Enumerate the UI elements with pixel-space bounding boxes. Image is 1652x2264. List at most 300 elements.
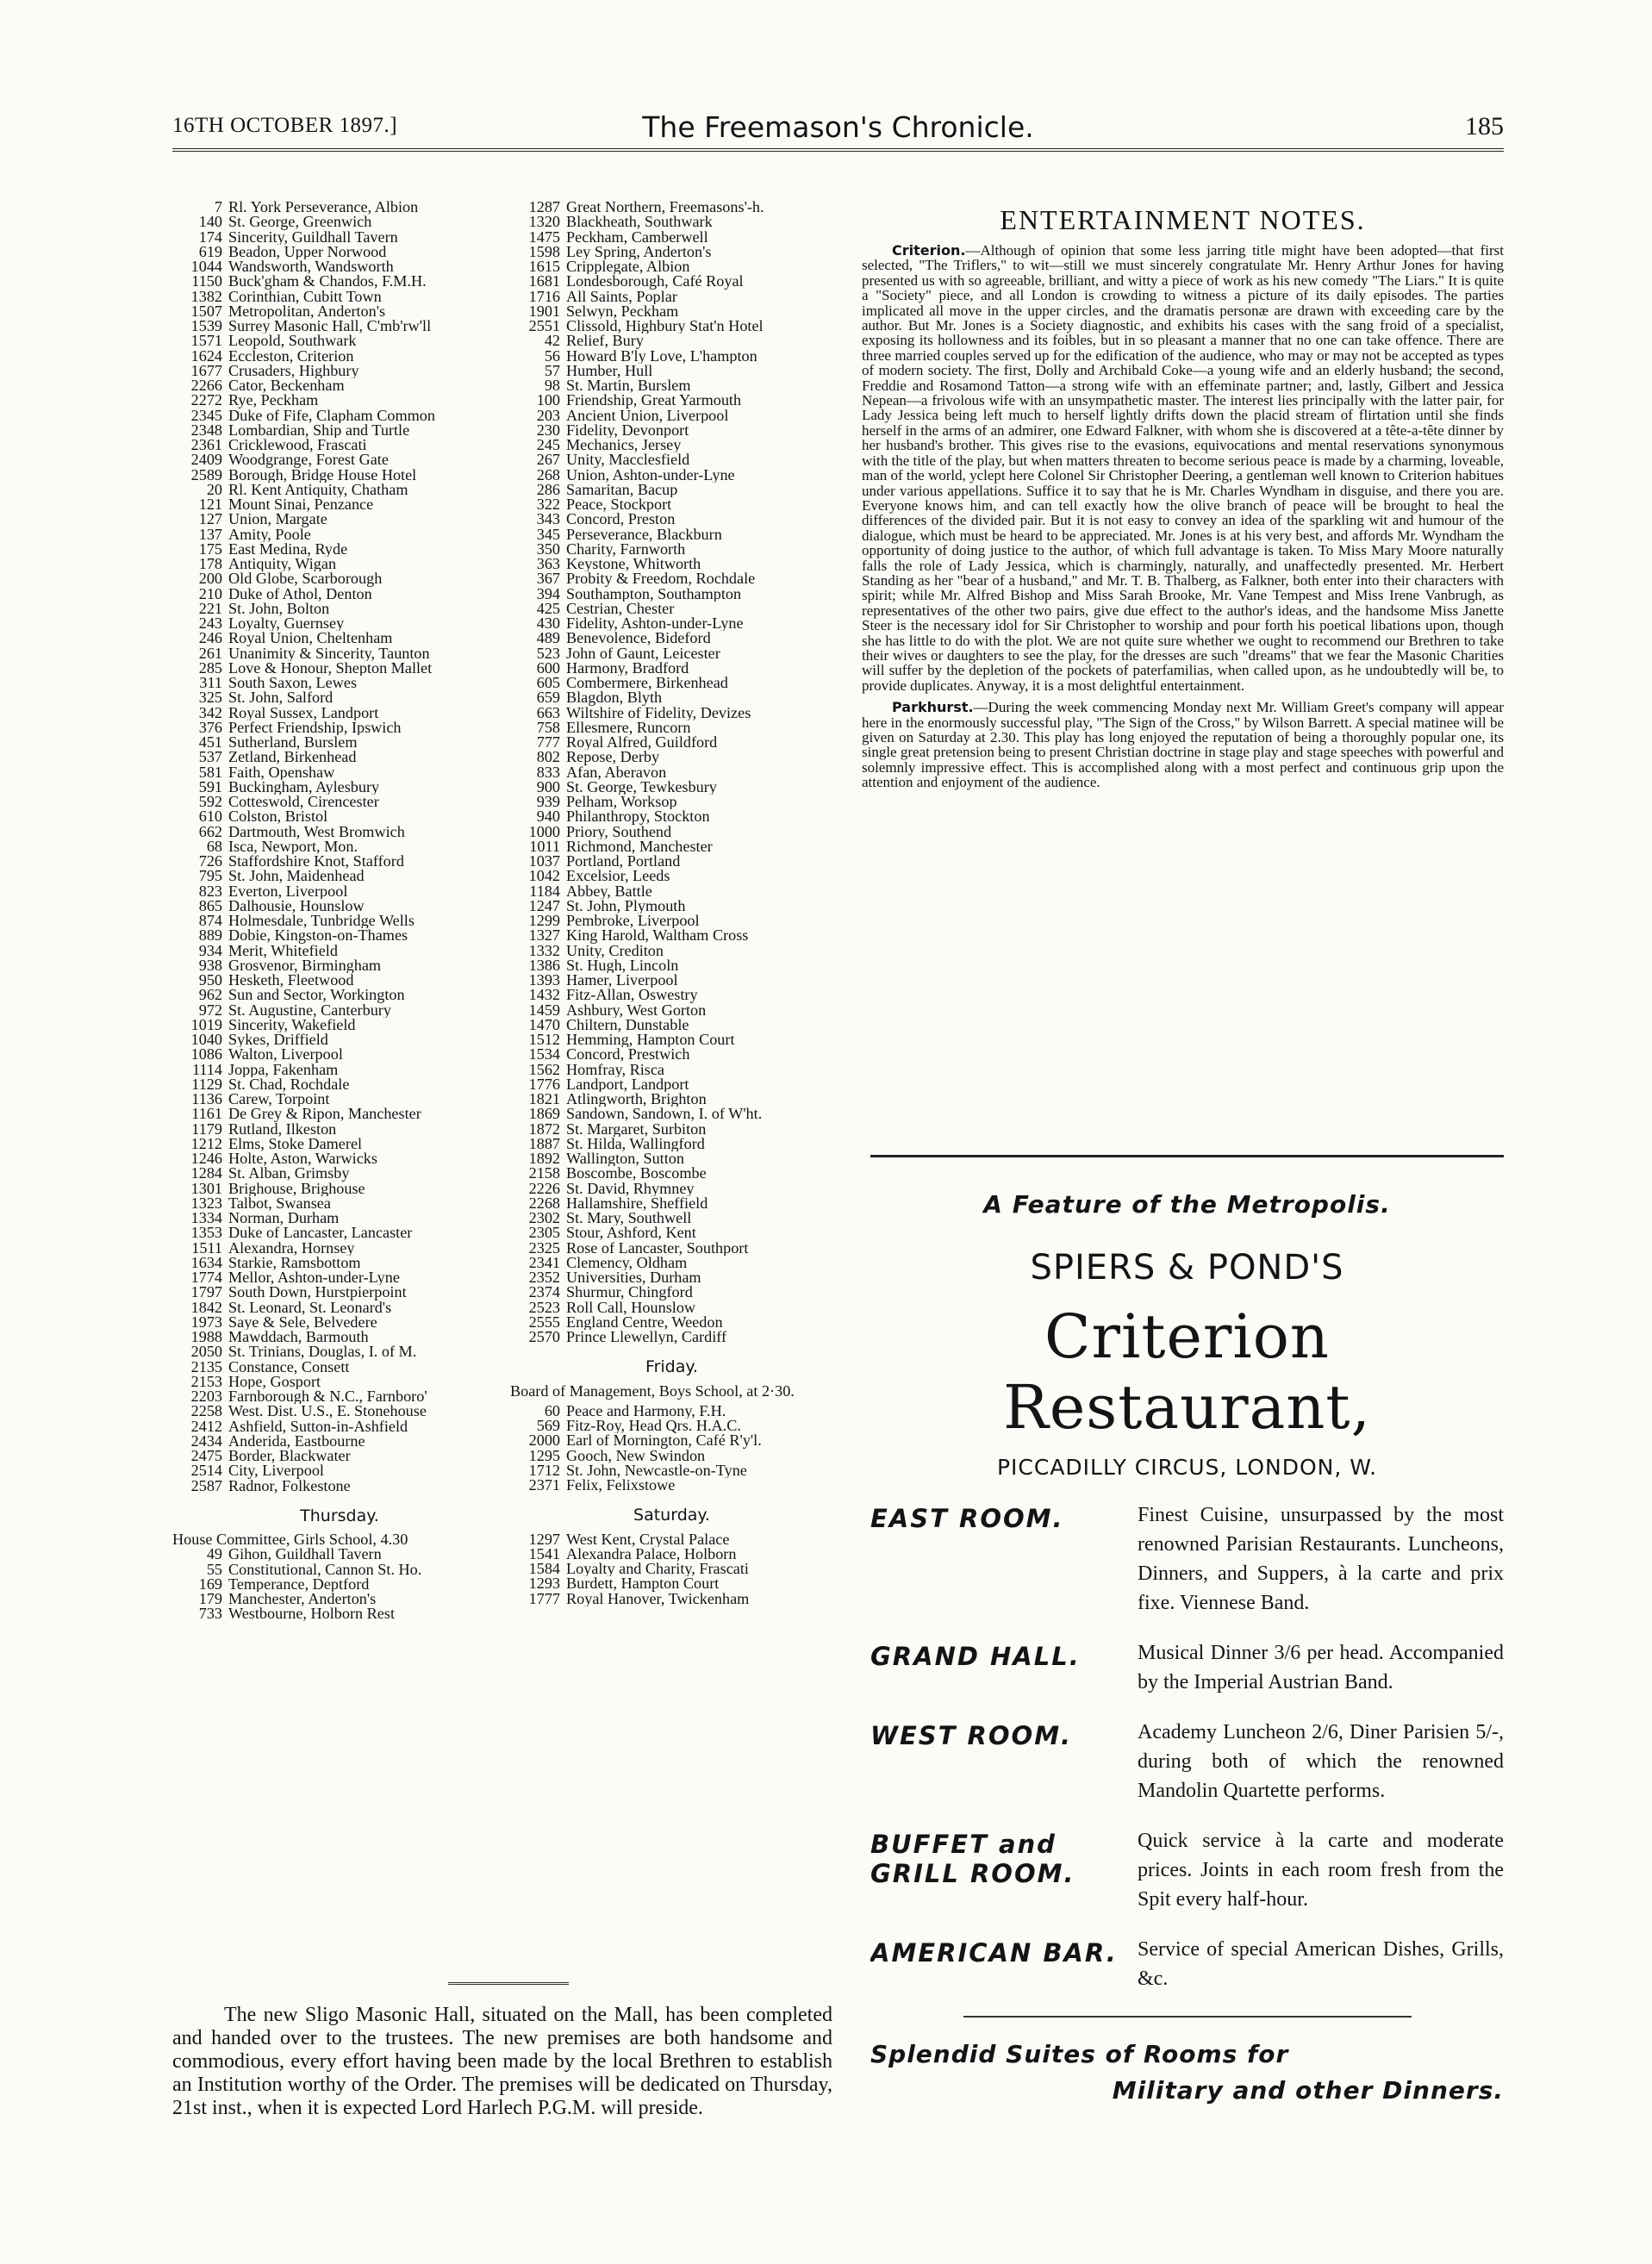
lodge-number: 2325	[528, 1240, 560, 1256]
lodge-name: St. Augustine, Canterbury	[228, 1002, 391, 1018]
lodge-name: Probity & Freedom, Rochdale	[566, 571, 756, 587]
lodge-entry	[510, 1433, 833, 1448]
advert-feature-line: A Feature of the Metropolis.	[983, 1190, 1391, 1219]
lodge-name: St. Hilda, Wallingford	[566, 1136, 705, 1151]
lodge-number: 874	[198, 914, 222, 929]
lodge-entry	[510, 1330, 833, 1344]
lodge-name: Dartmouth, West Bromwich	[228, 824, 405, 839]
lodge-number: 1821	[528, 1092, 560, 1107]
lodge-number: 2523	[528, 1300, 560, 1315]
lodge-entry	[510, 587, 833, 602]
lodge-entry	[510, 1300, 833, 1315]
lodge-name: Rye, Peckham	[228, 393, 319, 409]
lodge-number: 2412	[190, 1419, 222, 1434]
lodge-number: 1797	[190, 1285, 222, 1300]
lodge-name: Ashfield, Sutton-in-Ashfield	[228, 1419, 408, 1434]
lodge-name: Crusaders, Highbury	[228, 363, 359, 378]
lodge-number: 962	[198, 988, 222, 1003]
lodge-entry	[172, 274, 507, 289]
lodge-number: 285	[198, 660, 222, 676]
lodge-name: Mechanics, Jersey	[566, 438, 682, 453]
advert-room-name: WEST ROOM.	[870, 1721, 1073, 1750]
lodge-entry	[172, 1449, 507, 1463]
lodge-name: City, Liverpool	[228, 1463, 324, 1479]
lodge-number: 2361	[190, 438, 222, 453]
lodge-name: Constance, Consett	[228, 1359, 350, 1375]
lodge-number: 342	[198, 705, 222, 720]
lodge-entry	[172, 1479, 507, 1494]
lodge-number: 121	[198, 497, 222, 513]
lodge-number: 2226	[528, 1181, 560, 1196]
lodge-entry	[510, 1576, 833, 1591]
lodge-number: 2158	[528, 1166, 560, 1182]
lodge-entry	[172, 795, 507, 809]
lodge-entry	[510, 602, 833, 616]
lodge-entry	[172, 1285, 507, 1300]
lodge-name: Wiltshire of Fidelity, Devizes	[566, 705, 751, 720]
lodge-name: Zetland, Birkenhead	[228, 750, 357, 765]
lodge-number: 203	[536, 408, 560, 423]
lodge-name: St. Chad, Rochdale	[228, 1076, 350, 1092]
lodge-entry	[172, 230, 507, 245]
lodge-entry	[172, 1404, 507, 1419]
lodge-name: Alexandra, Hornsey	[228, 1240, 355, 1256]
lodge-entry	[510, 438, 833, 452]
lodge-name: St. Alban, Grimsby	[228, 1166, 350, 1182]
lodge-number: 1019	[190, 1017, 222, 1032]
lodge-entry	[172, 319, 507, 334]
lodge-entry	[510, 452, 833, 467]
lodge-name: Royal Hanover, Twickenham	[566, 1591, 750, 1606]
lodge-name: Royal Alfred, Guildford	[566, 735, 718, 751]
lodge-entry	[510, 304, 833, 319]
lodge-entry	[510, 616, 833, 631]
advert-room	[870, 1638, 1504, 1697]
lodge-number: 1037	[528, 854, 560, 870]
lodge-number: 795	[198, 869, 222, 884]
lodge-number: 2551	[528, 319, 560, 334]
lodge-entry	[172, 304, 507, 319]
lodge-number: 178	[198, 557, 222, 572]
lodge-name: Ellesmere, Runcorn	[566, 720, 691, 735]
lodge-entry	[510, 973, 833, 988]
lodge-entry	[510, 750, 833, 764]
lodge-entry	[510, 854, 833, 869]
lodge-number: 1892	[528, 1151, 560, 1167]
lodge-entry	[172, 914, 507, 928]
lodge-number: 581	[198, 764, 222, 780]
lodge-name: Great Northern, Freemasons'-h.	[566, 200, 764, 215]
lodge-entry	[510, 676, 833, 690]
lodge-entry	[510, 780, 833, 795]
criterion-text: —Although of opinion that some less jarring title might have been adopted—that first selected, "The Triflers," to wit—still we must sincerely congratulate Mr. Henry Arthur Jones for having presented us with so agreeable, brilliant, and witty a piece of work as his new comedy "The Liars." It is quite a "Society" piece, and all London is crowding to witness a picture of its daily episodes. The parties implicated all move in the upper circles, and the dramatis personæ are drawn with exceeding care by the author. But Mr. Jones is a Society diagnostic, and exhibits his cases with the sang froid of a specialist, exposing its hollowness and its foibles, but in so pleasant a manner that no one can take offence. There are three married couples served up for the edification of the audience, who may or may not be accepted as types of modern society. The first, Dolly and Archibald Coke—a young wife and an elderly husband; the second, Freddie and Rosamond Tatton—a strong wife with an effeminate partner; and, lastly, Gilbert and Jessica Nepean—a frivolous wife with an unsympathetic master. The interest lies principally with the latter pair, for Lady Jessica being left much to herself lightly drifts down the placid stream of flirtation until she finds herself in the arms of an admirer, one Edward Falkner, with whom she is discovered at a tête-a-tête dinner by her husband's brother. This gives rise to the evasions, equivocations and mental reservations synonymous with the title of the play, but when matters threaten to become serious peace is made by a charming, loveable, man of the world, yclept here Colonel Sir Christopher Deering, a gentleman well known to Criterion habitues under various appellations. Suffice it to say that he is Mr. Charles Wyndham in disguise, and there you are. Everyone knows him, and can tell exactly how the olive branch of peace will be brought to heal the differences of the divided pair. But it is not easy to convey an idea of the sparkling wit and humour of the dialogue, which must be heard to be appreciated. Mr. Jones is at his very best, and affords Mr. Wyndham the opportunity of doing justice to the author, of which full advantage is taken. To Miss Mary Moore naturally falls the role of Lady Jessica, which is charmingly, naturally, and unaffectedly presented. Mr. Herbert Standing as her "bear of a husband," and Mr. T. B. Thalberg, as Falkner, both enter into their characters with spirit; while Mr. Alfred Bishop and Miss Sarah Brooke, Mr. Vane Tempest and Miss Irene Vanbrugh, as representatives of the other two pairs, give due effect to the author's ideas, and the handsome Miss Janette Steer is the necessary idol for Sir Christopher to worship and pour forth his poetical libations upon, though she has little to do with the plot. We are not quite sure whether we ought to recommend our Brethren to take their wives or daughters to see the play, for the dresses are such "dreams" that we fear the Masonic Charities will suffer by the depletion of the pockets of paterfamilias, when called upon, as he undoubtedly will be, to provide duplicates. Anyway, it is a most delightful entertainment.	[862, 242, 1504, 694]
lodge-name: Manchester, Anderton's	[228, 1592, 377, 1607]
lodge-number: 1534	[528, 1047, 560, 1063]
lodge-number: 950	[198, 973, 222, 989]
lodge-name: Hesketh, Fleetwood	[228, 973, 354, 989]
lodge-entry	[510, 958, 833, 973]
advert-room-name: AMERICAN BAR.	[870, 1938, 1118, 1968]
lodge-name: Concord, Preston	[566, 512, 676, 527]
lodge-number: 230	[536, 422, 560, 438]
lodge-name: Stour, Ashford, Kent	[566, 1226, 696, 1241]
page-header	[172, 110, 1504, 145]
lodge-number: 1712	[528, 1463, 560, 1478]
lodge-number: 7	[214, 200, 222, 215]
lodge-entry	[510, 1592, 833, 1606]
lodge-name: Holte, Aston, Warwicks	[228, 1151, 377, 1167]
lodge-entry	[172, 661, 507, 676]
lodge-entry	[510, 1463, 833, 1478]
lodge-name: Antiquity, Wigan	[228, 557, 337, 572]
lodge-number: 140	[198, 215, 222, 230]
lodge-entry	[510, 497, 833, 512]
lodge-number: 619	[198, 244, 222, 259]
advert-suites-line2: Military and other Dinners.	[1112, 2076, 1504, 2105]
column-divider-rule	[448, 1982, 569, 1985]
lodge-entry	[172, 1577, 507, 1592]
lodge-entry	[172, 750, 507, 764]
lodge-entry	[510, 1122, 833, 1137]
lodge-number: 1842	[190, 1300, 222, 1315]
lodge-name: Unity, Crediton	[566, 943, 664, 958]
lodge-number: 221	[198, 601, 222, 616]
lodge-entry	[510, 1063, 833, 1077]
advert-room-name: BUFFET and GRILL ROOM.	[870, 1830, 1075, 1888]
lodge-number: 659	[536, 690, 560, 706]
lodge-entry	[172, 602, 507, 616]
lodge-name: Anderida, Eastbourne	[228, 1433, 365, 1449]
lodge-number: 49	[206, 1547, 222, 1562]
lodge-number: 2345	[190, 408, 222, 423]
lodge-entry	[172, 1547, 507, 1562]
lodge-name: Perseverance, Blackburn	[566, 527, 722, 542]
lodge-entry	[510, 1562, 833, 1576]
lodge-name: Fitz-Allan, Oswestry	[566, 988, 698, 1003]
lodge-entry	[172, 423, 507, 438]
lodge-number: 972	[198, 1002, 222, 1018]
lodge-entry	[172, 1063, 507, 1077]
lodge-name: Southampton, Southampton	[566, 586, 742, 602]
lodge-entry	[510, 1478, 833, 1493]
lodge-number: 425	[536, 601, 560, 616]
lodge-name: Everton, Liverpool	[228, 883, 348, 899]
lodge-number: 1334	[190, 1211, 222, 1226]
lodge-entry	[510, 1196, 833, 1211]
lodge-entry	[172, 452, 507, 467]
lodge-entry	[172, 1241, 507, 1256]
advert-room	[870, 1500, 1504, 1618]
lodge-number: 1295	[528, 1448, 560, 1463]
lodge-number: 1681	[528, 274, 560, 290]
lodge-name: St. John, Bolton	[228, 601, 330, 616]
lodge-number: 1299	[528, 914, 560, 929]
lodge-number: 1086	[190, 1047, 222, 1063]
lodge-entry	[172, 1434, 507, 1449]
lodge-number: 1011	[529, 839, 560, 854]
lodge-entry	[510, 512, 833, 527]
lodge-number: 610	[198, 809, 222, 825]
lodge-number: 20	[206, 482, 222, 497]
lodge-name: Wandsworth, Wandsworth	[228, 259, 394, 275]
lodge-number: 261	[198, 646, 222, 661]
lodge-entry	[172, 884, 507, 899]
lodge-entry	[510, 988, 833, 1002]
lodge-name: Sandown, Sandown, I. of W'ht.	[566, 1107, 763, 1122]
lodge-entry	[172, 944, 507, 958]
lodge-entry	[510, 690, 833, 705]
lodge-entry	[510, 706, 833, 720]
lodge-number: 802	[536, 750, 560, 765]
lodge-entry	[172, 1360, 507, 1375]
lodge-number: 174	[198, 229, 222, 245]
lodge-name: Blagdon, Blyth	[566, 690, 663, 706]
lodge-name: Fidelity, Devonport	[566, 422, 689, 438]
lodge-name: Earl of Mornington, Café R'y'l.	[566, 1433, 762, 1449]
lodge-entry	[172, 483, 507, 497]
lodge-entry	[510, 571, 833, 586]
lodge-entry	[172, 1032, 507, 1047]
lodge-entry	[510, 1018, 833, 1032]
lodge-number: 57	[544, 363, 560, 378]
lodge-name: Chiltern, Dunstable	[566, 1017, 689, 1032]
lodge-entry	[510, 1211, 833, 1226]
lodge-number: 662	[198, 824, 222, 839]
lodge-name: Radnor, Folkestone	[228, 1478, 351, 1494]
lodge-number: 592	[198, 795, 222, 810]
lodge-number: 2352	[528, 1270, 560, 1286]
lodge-name: Fidelity, Ashton-under-Lyne	[566, 616, 744, 632]
lodge-name: St. George, Tewkesbury	[566, 779, 717, 795]
lodge-name: West. Dist. U.S., E. Stonehouse	[228, 1404, 427, 1419]
lodge-name: South Saxon, Lewes	[228, 676, 358, 691]
lodge-number: 938	[198, 957, 222, 973]
lodge-name: Staffordshire Knot, Stafford	[228, 854, 404, 870]
lodge-name: Gooch, New Swindon	[566, 1448, 706, 1463]
lodge-number: 1129	[191, 1076, 222, 1092]
lodge-entry	[172, 378, 507, 393]
lodge-name: Sutherland, Burslem	[228, 735, 358, 751]
lodge-entry	[510, 527, 833, 542]
lodge-name: Surrey Masonic Hall, C'mb'rw'll	[228, 319, 432, 334]
lodge-name: Isca, Newport, Mon.	[228, 839, 358, 854]
lodge-number: 60	[544, 1403, 560, 1419]
lodge-entry	[172, 1151, 507, 1166]
advert-room-name: EAST ROOM.	[870, 1504, 1064, 1533]
lodge-entry	[172, 825, 507, 839]
lodge-name: St. George, Greenwich	[228, 215, 372, 230]
lodge-number: 1040	[190, 1032, 222, 1048]
lodge-entry	[172, 854, 507, 869]
lodge-number: 127	[198, 512, 222, 527]
lodge-name: Roll Call, Hounslow	[566, 1300, 696, 1315]
lodge-name: Sykes, Driffield	[228, 1032, 328, 1048]
lodge-number: 1776	[528, 1076, 560, 1092]
lodge-number: 1459	[528, 1002, 560, 1018]
lodge-entry	[172, 706, 507, 720]
advert-rooms	[870, 1500, 1504, 1993]
lodge-entry	[172, 988, 507, 1002]
lodge-entry	[510, 1182, 833, 1196]
lodge-entry	[172, 1344, 507, 1359]
lodge-name: St. Leonard, St. Leonard's	[228, 1300, 392, 1315]
lodge-entry	[172, 958, 507, 973]
advert-room-description: Musical Dinner 3/6 per head. Accompanied by the Imperial Austrian Band.	[1138, 1642, 1504, 1693]
lodge-name: Royal Union, Cheltenham	[228, 631, 393, 646]
lodge-name: Duke of Athol, Denton	[228, 586, 372, 602]
lodge-number: 1136	[191, 1092, 222, 1107]
lodge-entry	[172, 215, 507, 229]
lodge-name: Norman, Durham	[228, 1211, 340, 1226]
lodge-number: 2000	[528, 1433, 560, 1449]
lodge-name: Duke of Lancaster, Lancaster	[228, 1226, 413, 1241]
lodge-number: 394	[536, 586, 560, 602]
lodge-name: Ancient Union, Liverpool	[566, 408, 729, 423]
lodge-number: 2434	[190, 1433, 222, 1449]
lodge-number: 1571	[190, 334, 222, 349]
lodge-name: Cestrian, Chester	[566, 601, 675, 616]
lodge-name: Wallington, Sutton	[566, 1151, 684, 1167]
lodge-entry	[172, 409, 507, 423]
lodge-name: Blackheath, Southwark	[566, 215, 713, 230]
lodge-entry	[172, 928, 507, 943]
criterion-lead: Criterion.	[892, 242, 966, 259]
saturday-heading: Saturday.	[633, 1506, 710, 1525]
lodge-name: Farnborough & N.C., Farnboro'	[228, 1389, 427, 1405]
advert-room	[870, 1935, 1504, 1993]
advert-room	[870, 1718, 1504, 1806]
lodge-number: 1284	[190, 1166, 222, 1182]
lodge-number: 1615	[528, 259, 560, 275]
lodge-name: Corinthian, Cubitt Town	[228, 289, 382, 304]
lodge-name: Fitz-Roy, Head Qrs. H.A.C.	[566, 1419, 741, 1434]
lodge-name: John of Gaunt, Leicester	[566, 646, 720, 661]
lodge-entry	[172, 1211, 507, 1226]
lodge-entry	[510, 468, 833, 483]
lodge-entry	[510, 1151, 833, 1166]
lodge-entry	[510, 765, 833, 780]
advert-room-description: Service of special American Dishes, Grills, &c.	[1138, 1938, 1504, 1990]
advert-top-rule	[870, 1155, 1504, 1157]
lodge-entry	[172, 1592, 507, 1606]
lodge-entry	[510, 378, 833, 393]
lodge-name: Constitutional, Cannon St. Ho.	[228, 1562, 422, 1577]
criterion-advert	[870, 1176, 1504, 2109]
thursday-meeting: House Committee, Girls School, 4.30	[172, 1531, 408, 1548]
lodge-name: Duke of Fife, Clapham Common	[228, 408, 435, 423]
lodge-entry	[510, 1547, 833, 1562]
lodge-number: 322	[536, 497, 560, 513]
lodge-name: Portland, Portland	[566, 854, 681, 870]
lodge-number: 1901	[528, 303, 560, 319]
lodge-name: Hamer, Liverpool	[566, 973, 678, 989]
lodge-number: 1393	[528, 973, 560, 989]
lodge-number: 1320	[528, 215, 560, 230]
lodge-entry	[510, 631, 833, 646]
lodge-entry	[172, 1606, 507, 1621]
lodge-entry	[172, 676, 507, 690]
lodge-name: Homfray, Risca	[566, 1062, 664, 1077]
lodge-entry	[510, 349, 833, 364]
lodge-number: 1887	[528, 1136, 560, 1151]
lodge-number: 1327	[528, 928, 560, 944]
lodge-name: Shurmur, Chingford	[566, 1285, 693, 1300]
lodge-name: Rose of Lancaster, Southport	[566, 1240, 749, 1256]
lodge-entry	[172, 497, 507, 512]
lodge-entry	[510, 884, 833, 899]
lodge-number: 934	[198, 943, 222, 958]
lodge-number: 1541	[528, 1546, 560, 1562]
lodge-name: Clemency, Oldham	[566, 1255, 688, 1270]
lodge-name: Union, Margate	[228, 512, 327, 527]
lodge-number: 823	[198, 883, 222, 899]
lodge-number: 2203	[190, 1389, 222, 1405]
lodge-entry	[510, 1270, 833, 1285]
lodge-name: Brighouse, Brighouse	[228, 1181, 365, 1196]
lodge-list-col1	[172, 200, 507, 1494]
lodge-name: Pelham, Worksop	[566, 795, 677, 810]
lodge-number: 2258	[190, 1404, 222, 1419]
lodge-number: 663	[536, 705, 560, 720]
saturday-lodge-list	[510, 1532, 833, 1606]
lodge-name: Peace, Stockport	[566, 497, 672, 513]
advert-bottom-rule	[963, 2016, 1412, 2018]
lodge-name: All Saints, Poplar	[566, 289, 677, 304]
lodge-name: Felix, Felixstowe	[566, 1478, 676, 1494]
lodge-number: 343	[536, 512, 560, 527]
lodge-name: Philanthropy, Stockton	[566, 809, 710, 825]
lodge-name: Talbot, Swansea	[228, 1195, 331, 1211]
lodge-number: 833	[536, 764, 560, 780]
lodge-entry	[510, 1047, 833, 1062]
lodge-number: 1332	[528, 943, 560, 958]
lodge-number: 1512	[528, 1032, 560, 1048]
lodge-entry	[172, 290, 507, 304]
lodge-name: Universities, Durham	[566, 1270, 701, 1286]
lodge-entry	[510, 1092, 833, 1107]
lodge-name: Harmony, Bradford	[566, 660, 689, 676]
lodge-entry	[510, 364, 833, 378]
lodge-name: Grosvenor, Birmingham	[228, 957, 382, 973]
lodge-number: 376	[198, 720, 222, 735]
lodge-entry	[172, 587, 507, 602]
lodge-name: Peckham, Camberwell	[566, 229, 708, 245]
lodge-number: 726	[198, 854, 222, 870]
lodge-name: Starkie, Ramsbottom	[228, 1255, 361, 1270]
lodge-name: Buckingham, Aylesbury	[228, 779, 380, 795]
lodge-name: Concord, Prestwich	[566, 1047, 690, 1063]
lodge-entry	[510, 825, 833, 839]
lodge-number: 1161	[191, 1107, 222, 1122]
lodge-name: St. Trinians, Douglas, I. of M.	[228, 1344, 417, 1360]
lodge-name: St. John, Salford	[228, 690, 334, 706]
lodge-name: Priory, Southend	[566, 824, 672, 839]
lodge-number: 1634	[190, 1255, 222, 1270]
lodge-number: 1511	[191, 1240, 222, 1256]
lodge-entry	[510, 215, 833, 229]
lodge-number: 1973	[190, 1314, 222, 1330]
lodge-name: Gihon, Guildhall Tavern	[228, 1547, 382, 1562]
lodge-entry	[172, 364, 507, 378]
lodge-entry	[510, 661, 833, 676]
lodge-entry	[510, 914, 833, 928]
lodge-name: Love & Honour, Shepton Mallet	[228, 660, 433, 676]
lodge-name: St. Margaret, Surbiton	[566, 1121, 707, 1137]
lodge-entry	[172, 1003, 507, 1018]
lodge-number: 245	[536, 438, 560, 453]
lodge-number: 137	[198, 527, 222, 542]
lodge-name: Walton, Liverpool	[228, 1047, 343, 1063]
